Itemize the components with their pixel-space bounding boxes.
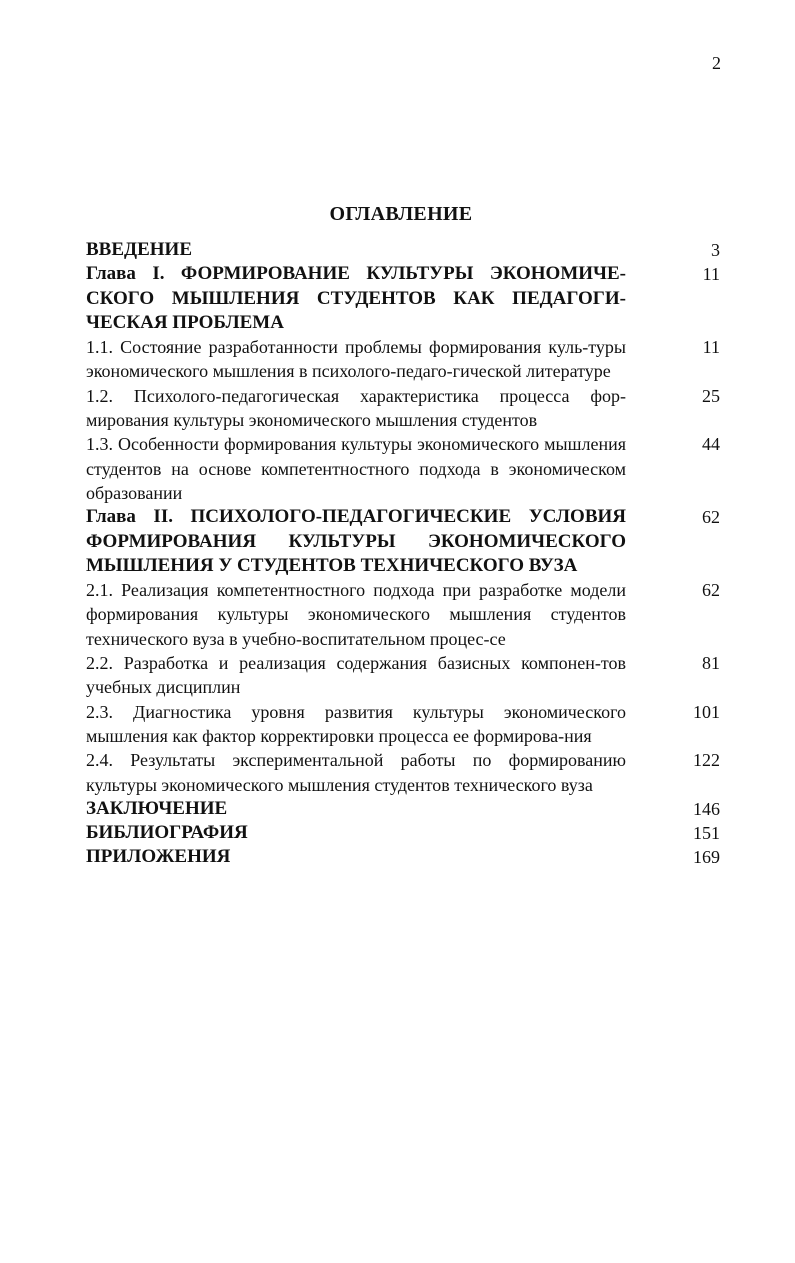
toc-entry-title: ЗАКЛЮЧЕНИЕ [86,797,228,819]
toc-entry-title: ВВЕДЕНИЕ [86,239,192,260]
toc-title: ОГЛАВЛЕНИЕ [329,203,473,225]
toc-entry-section-2-3[interactable] [86,700,720,749]
toc-entry-page: 81 [702,653,720,674]
page-number: 2 [712,53,721,73]
toc-entry-chapter-2[interactable] [86,505,720,578]
toc-entry-title: 1.1. Состояние разработанности проблемы формирования куль-туры экономического мышления в психолого-педаго-гической литературе [86,337,626,382]
toc-entry-section-2-2[interactable] [86,651,720,700]
toc-entry-section-2-1[interactable] [86,578,720,651]
toc-entry-title: 2.2. Разработка и реализация содержания базисных компонен-тов учебных дисциплин [86,653,626,698]
toc-entry-page: 169 [693,847,720,868]
toc-entry-title: 2.3. Диагностика уровня развития культуры экономического мышления как фактор корректировки процесса ее формирова-ния [86,701,626,746]
toc-entry-chapter-1[interactable] [86,262,720,335]
toc-entry-section-1-3[interactable] [86,432,720,505]
toc-entry-page: 11 [702,264,720,285]
toc-entry-title: Глава II. ПСИХОЛОГО-ПЕДАГОГИЧЕСКИЕ УСЛОВИЯ ФОРМИРОВАНИЯ КУЛЬТУРЫ ЭКОНОМИЧЕСКОГО МЫШЛЕНИЯ У СТУДЕНТОВ ТЕХНИЧЕСКОГО ВУЗА [86,506,626,576]
toc-entry-title: БИБЛИОГРАФИЯ [86,822,248,844]
toc-entry-title: 2.4. Результаты экспериментальной работы по формированию культуры экономического мышления студентов технического вуза [86,750,626,795]
toc-entry-section-2-4[interactable] [86,748,720,797]
toc-entry-introduction[interactable] [86,238,720,262]
toc-entry-title: 1.3. Особенности формирования культуры экономического мышления студентов на основе компетентностного подхода в экономическом образовании [86,434,626,503]
toc-entry-page: 44 [702,434,720,455]
toc-entry-page: 101 [693,701,720,722]
toc-entry-page: 25 [702,385,720,406]
toc-entry-section-1-1[interactable] [86,335,720,384]
toc-entry-bibliography[interactable] [86,821,720,845]
toc-entry-conclusion[interactable] [86,797,720,821]
toc-entry-title: ПРИЛОЖЕНИЯ [86,846,231,868]
toc-entry-section-1-2[interactable] [86,384,720,433]
toc-entry-page: 11 [702,337,720,358]
table-of-contents [86,238,720,870]
toc-entry-page: 62 [702,580,720,601]
toc-entry-page: 146 [693,798,720,819]
toc-entry-appendices[interactable] [86,845,720,869]
toc-entry-title: Глава I. ФОРМИРОВАНИЕ КУЛЬТУРЫ ЭКОНОМИЧЕ-СКОГО МЫШЛЕНИЯ СТУДЕНТОВ КАК ПЕДАГОГИ-ЧЕСКАЯ ПРОБЛЕМА [86,263,626,333]
toc-entry-title: 1.2. Психолого-педагогическая характеристика процесса фор-мирования культуры экономического мышления студентов [86,385,626,431]
toc-entry-page: 3 [711,240,720,260]
toc-entry-page: 62 [702,507,720,528]
toc-entry-page: 122 [693,750,720,771]
toc-entry-title: 2.1. Реализация компетентностного подхода при разработке модели формирования культуры экономического мышления студентов технического вуза в учебно-воспитательном процес-се [86,580,626,649]
toc-entry-page: 151 [693,823,720,844]
